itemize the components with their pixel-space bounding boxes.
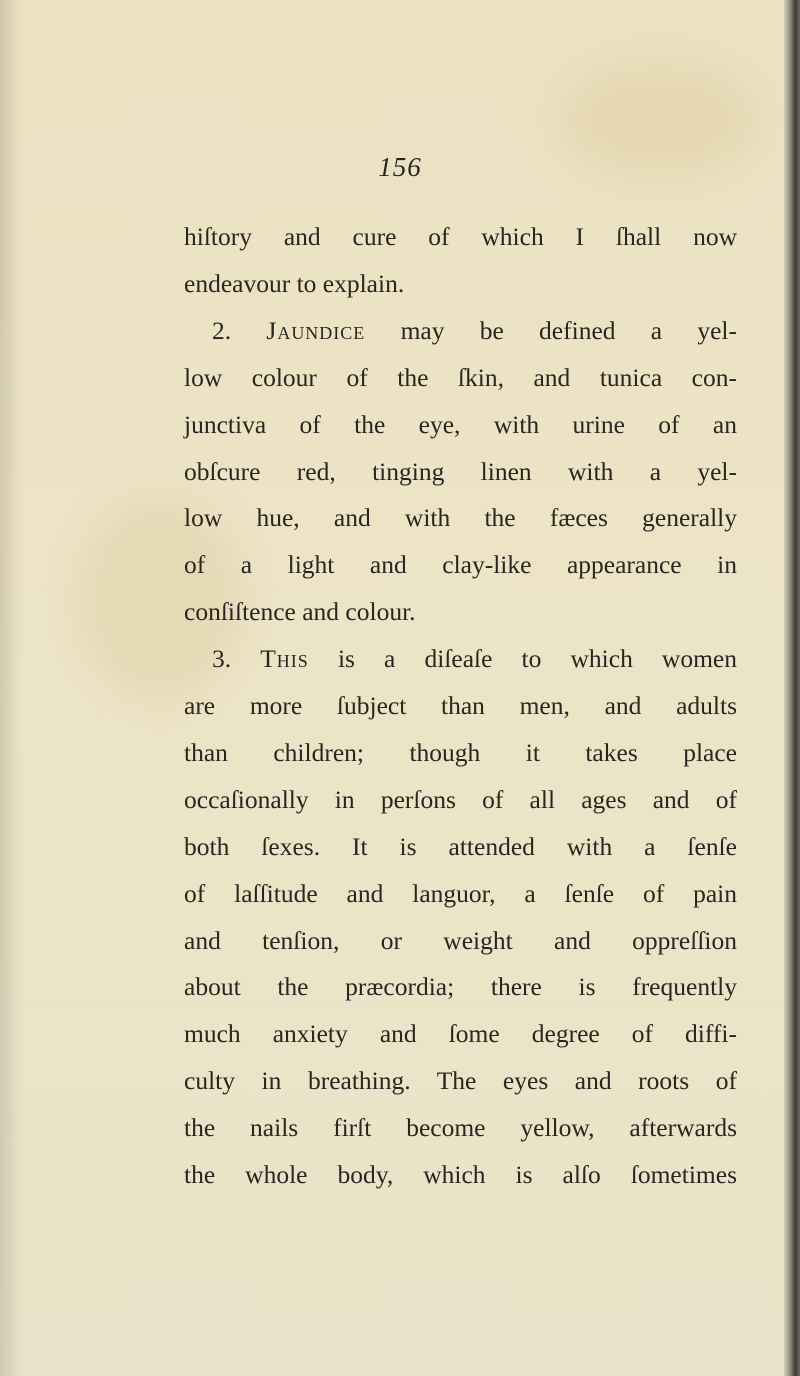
line-text: may be defined a yel- xyxy=(365,315,737,345)
line-text: conſiſtence and colour. xyxy=(184,597,416,627)
small-caps-term: Jaundice xyxy=(266,315,366,345)
text-line xyxy=(184,1113,737,1143)
text-line xyxy=(184,363,737,393)
line-text: about the præcordia; there is frequently xyxy=(184,972,737,1002)
small-caps-term: This xyxy=(260,644,309,674)
text-line xyxy=(184,222,737,252)
paragraph-number: 3. xyxy=(212,644,261,674)
line-text: obſcure red, tinging linen with a yel- xyxy=(184,456,737,486)
text-line xyxy=(184,972,737,1002)
text-line xyxy=(184,785,737,815)
text-line xyxy=(184,503,737,533)
line-text: endeavour to explain. xyxy=(184,268,405,298)
text-line xyxy=(212,644,737,674)
text-line xyxy=(184,1019,737,1049)
line-text: of laſſitude and languor, a ſenſe of pain xyxy=(184,878,737,908)
line-text: than children; though it takes place xyxy=(184,737,737,767)
line-text: both ſexes. It is attended with a ſenſe xyxy=(184,831,737,861)
line-text: are more ſubject than men, and adults xyxy=(184,691,737,720)
page-number: 156 xyxy=(378,152,422,182)
line-text: much anxiety and ſome degree of diffi- xyxy=(184,1019,737,1049)
line-text: the nails firſt become yellow, afterwards xyxy=(184,1113,737,1143)
text-line xyxy=(184,1160,737,1190)
line-text: low colour of the ſkin, and tunica con- xyxy=(184,362,737,392)
line-text: of a light and clay-like appearance in xyxy=(184,550,737,580)
text-line xyxy=(184,597,737,627)
line-text: and tenſion, or weight and oppreſſion xyxy=(184,925,737,955)
text-line xyxy=(184,926,737,956)
line-text: culty in breathing. The eyes and roots of xyxy=(184,1066,737,1096)
text-line xyxy=(184,410,737,440)
text-line xyxy=(184,1066,737,1096)
book-edge xyxy=(784,0,800,1376)
line-text: the whole body, which is alſo ſometimes xyxy=(184,1160,737,1189)
line-text: hiſtory and cure of which I ſhall now xyxy=(184,222,737,251)
text-line xyxy=(184,457,737,487)
text-line xyxy=(184,550,737,580)
text-line xyxy=(212,316,737,346)
line-text: low hue, and with the fæces generally xyxy=(184,503,737,533)
line-text: occaſionally in perſons of all ages and of xyxy=(184,784,737,814)
page-left-shadow xyxy=(0,0,22,1376)
line-text: is a diſeaſe to which women xyxy=(308,644,737,674)
line-text: junctiva of the eye, with urine of an xyxy=(184,409,737,439)
text-line xyxy=(184,269,737,299)
text-line xyxy=(184,738,737,768)
text-line xyxy=(184,832,737,862)
text-line xyxy=(184,691,737,721)
paragraph-number: 2. xyxy=(212,315,267,345)
text-line xyxy=(184,879,737,909)
